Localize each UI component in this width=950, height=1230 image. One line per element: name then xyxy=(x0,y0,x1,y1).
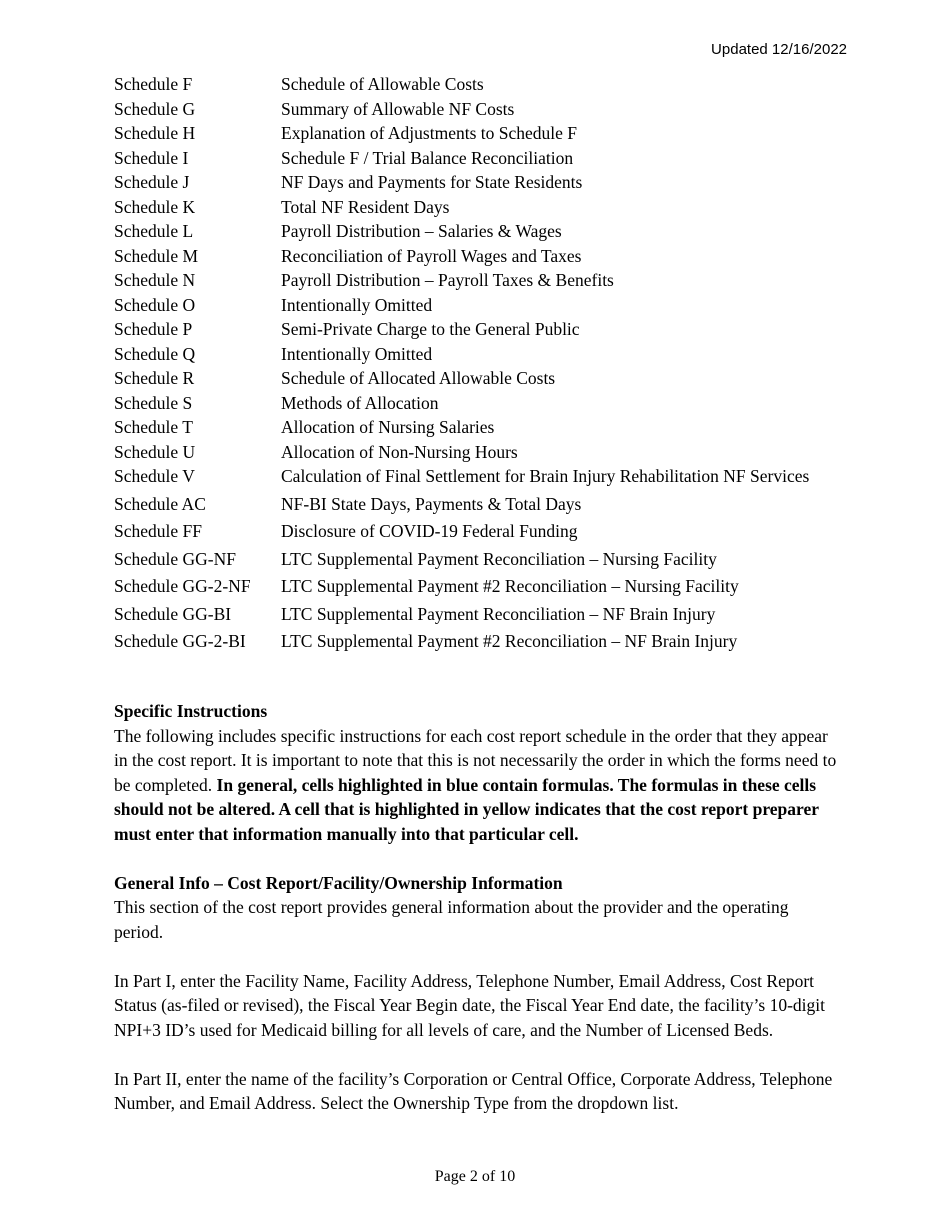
schedule-row xyxy=(114,415,844,440)
schedule-row xyxy=(114,170,844,195)
schedule-name: Schedule R xyxy=(114,368,195,388)
schedule-description: Intentionally Omitted xyxy=(281,343,433,364)
schedule-name: Schedule GG-2-NF xyxy=(114,576,251,596)
schedule-name: Schedule AC xyxy=(114,493,206,514)
schedule-name: Schedule K xyxy=(114,196,196,217)
schedule-row xyxy=(114,97,844,122)
schedule-description: LTC Supplemental Payment Reconciliation – Nursing Facility xyxy=(281,548,717,569)
schedule-name: Schedule S xyxy=(114,392,193,413)
schedule-description: Payroll Distribution – Payroll Taxes & Benefits xyxy=(281,270,614,290)
schedule-description: Calculation of Final Settlement for Brain Injury Rehabilitation NF Services xyxy=(281,466,810,486)
schedule-name: Schedule L xyxy=(114,221,194,241)
schedule-name: Schedule G xyxy=(114,98,196,119)
schedule-description: Schedule of Allocated Allowable Costs xyxy=(281,368,556,388)
schedule-row xyxy=(114,72,844,97)
general-info-intro: This section of the cost report provides general information about the provider and the operating period. xyxy=(114,897,789,942)
schedule-row xyxy=(114,342,844,367)
schedule-row xyxy=(114,629,844,654)
schedule-row xyxy=(114,440,844,465)
schedule-row xyxy=(114,121,844,146)
schedule-name: Schedule N xyxy=(114,270,196,290)
schedule-name: Schedule H xyxy=(114,123,196,143)
schedule-row xyxy=(114,464,844,489)
schedule-name: Schedule GG-BI xyxy=(114,603,232,624)
schedule-row xyxy=(114,317,844,342)
schedule-description: Semi-Private Charge to the General Public xyxy=(281,319,580,339)
schedule-row xyxy=(114,195,844,220)
schedule-list xyxy=(114,72,844,654)
schedule-name: Schedule Q xyxy=(114,343,196,364)
schedule-name: Schedule U xyxy=(114,441,196,462)
schedule-row xyxy=(114,391,844,416)
schedule-row xyxy=(114,268,844,293)
schedule-name: Schedule GG-NF xyxy=(114,548,236,569)
schedule-description: NF Days and Payments for State Residents xyxy=(281,172,583,192)
specific-instructions-bold-text: In general, cells highlighted in blue contain formulas. The formulas in these cells should not be altered. A cell that is highlighted in yellow indicates that the cost report preparer must enter that information manually into that particular cell. xyxy=(114,774,819,844)
schedule-row xyxy=(114,244,844,269)
schedule-row xyxy=(114,366,844,391)
schedule-row xyxy=(114,146,844,171)
schedule-name: Schedule F xyxy=(114,74,193,94)
schedule-name: Schedule GG-2-BI xyxy=(114,631,246,651)
schedule-description: Schedule F / Trial Balance Reconciliation xyxy=(281,147,574,168)
schedule-description: Schedule of Allowable Costs xyxy=(281,74,484,94)
schedule-row xyxy=(114,547,844,572)
schedule-description: Explanation of Adjustments to Schedule F xyxy=(281,123,578,143)
schedule-description: LTC Supplemental Payment #2 Reconciliation – Nursing Facility xyxy=(281,576,739,596)
schedule-name: Schedule T xyxy=(114,417,193,437)
schedule-description: Summary of Allowable NF Costs xyxy=(281,98,515,119)
schedule-description: Methods of Allocation xyxy=(281,392,439,413)
general-info-part1: In Part I, enter the Facility Name, Facility Address, Telephone Number, Email Address, Cost Report Status (as-filed or revised), the Fiscal Year Begin date, the Fiscal Year End date, the facility’s 10-digit NPI+3 ID’s used for Medicaid billing for all levels of care, and the Number of Licensed Beds. xyxy=(114,970,826,1040)
schedule-name: Schedule FF xyxy=(114,521,202,541)
schedule-row xyxy=(114,519,844,544)
schedule-description: Payroll Distribution – Salaries & Wages xyxy=(281,221,562,241)
paragraph-gap xyxy=(114,944,838,969)
schedule-name: Schedule J xyxy=(114,172,190,192)
specific-instructions-text: The following includes specific instructions for each cost report schedule in the order that they appear in the cost report. It is important to note that this is not necessarily the order in which the forms need to be completed. xyxy=(114,725,837,795)
schedule-name: Schedule O xyxy=(114,294,196,315)
schedule-description: Allocation of Nursing Salaries xyxy=(281,417,495,437)
general-info-part2: In Part II, enter the name of the facility’s Corporation or Central Office, Corporate Address, Telephone Number, and Email Address. Select the Ownership Type from the dropdown list. xyxy=(114,1068,833,1113)
schedule-row xyxy=(114,293,844,318)
schedule-description: Total NF Resident Days xyxy=(281,196,450,217)
schedule-row xyxy=(114,219,844,244)
paragraph-gap xyxy=(114,1042,838,1067)
schedule-description: LTC Supplemental Payment Reconciliation – NF Brain Injury xyxy=(281,603,716,624)
schedule-row xyxy=(114,492,844,517)
specific-instructions-heading: Specific Instructions xyxy=(114,701,268,721)
schedule-name: Schedule M xyxy=(114,245,199,266)
updated-date: Updated 12/16/2022 xyxy=(711,41,847,58)
paragraph-gap xyxy=(114,846,838,871)
schedule-row xyxy=(114,602,844,627)
schedule-description: Reconciliation of Payroll Wages and Taxes xyxy=(281,245,582,266)
schedule-description: Disclosure of COVID-19 Federal Funding xyxy=(281,521,578,541)
page-number: Page 2 of 10 xyxy=(434,1168,516,1185)
schedule-row xyxy=(114,574,844,599)
schedule-name: Schedule I xyxy=(114,147,189,168)
schedule-description: Allocation of Non-Nursing Hours xyxy=(281,441,518,462)
schedule-description: NF-BI State Days, Payments & Total Days xyxy=(281,493,582,514)
schedule-description: LTC Supplemental Payment #2 Reconciliation – NF Brain Injury xyxy=(281,631,738,651)
schedule-name: Schedule P xyxy=(114,319,193,339)
schedule-name: Schedule V xyxy=(114,466,195,486)
schedule-description: Intentionally Omitted xyxy=(281,294,433,315)
specific-instructions-paragraph xyxy=(114,724,838,847)
general-info-heading: General Info – Cost Report/Facility/Ownership Information xyxy=(114,872,563,893)
instructions-body xyxy=(114,699,838,1116)
